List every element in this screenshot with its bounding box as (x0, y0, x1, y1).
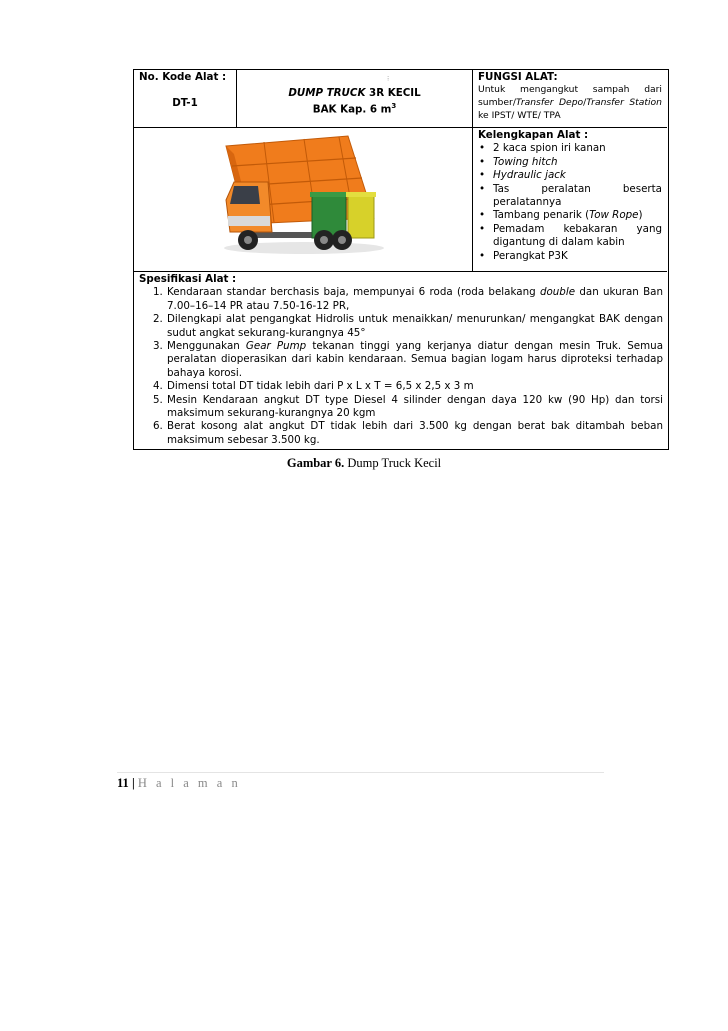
equipment-cell (473, 128, 667, 272)
function-text-b: Transfer Depo (515, 97, 584, 109)
caption-text: Dump Truck Kecil (344, 456, 442, 470)
equipment-item-text: 2 kaca spion iri kanan (493, 142, 606, 155)
equipment-label: Kelengkapan Alat : (478, 129, 589, 141)
specification-label: Spesifikasi Alat : (139, 273, 237, 285)
page-footer (117, 776, 241, 791)
list-item: • Tas peralatan beserta peralatannya (479, 182, 662, 209)
cell-marker: ⁝ (387, 75, 390, 83)
equipment-item-text: Perangkat P3K (493, 249, 568, 262)
list-item: • Perangkat P3K (479, 249, 568, 262)
code-cell (134, 70, 237, 128)
list-item: • Pemadam kebakaran yang digantung di dalam kabin (479, 222, 662, 249)
equipment-list (478, 142, 662, 263)
equipment-item-italic: Tow Rope (589, 209, 639, 222)
function-text-e: ke IPST/ WTE/ TPA (478, 110, 561, 121)
figure-caption (0, 456, 728, 471)
list-item: 1. Kendaraan standar berchasis baja, mempunyai 6 roda (roda belakang double dan ukuran Ban 7.00–16–14 PR atau 7.50-16-12 PR, (153, 286, 663, 312)
equipment-sheet (133, 69, 669, 450)
equipment-item-text: ) (638, 209, 643, 222)
name-cell (237, 70, 473, 128)
sheet-image-row (134, 128, 668, 272)
spec-text: Dilengkapi alat pengangkat Hidrolis untuk menaikkan/ menurunkan/ mengangkat BAK dengan sudut angkat sekurang-kurangnya 45° (167, 313, 663, 339)
list-item: 6. Berat kosong alat angkut DT tidak lebih dari 3.500 kg dengan berat bak ditambah beban maksimum sebesar 3.500 kg. (153, 420, 663, 446)
spec-text: Dimensi total DT tidak lebih dari P x L x T = 6,5 x 2,5 x 3 m (167, 380, 474, 393)
list-item: • 2 kaca spion iri kanan (479, 142, 606, 155)
specification-list (139, 286, 663, 447)
list-item: • Hydraulic jack (479, 169, 566, 182)
spec-text: Mesin Kendaraan angkut DT type Diesel 4 silinder dengan daya 120 kw (90 Hp) dan torsi maksimum sekurang-kurangnya 20 kgm (167, 393, 663, 420)
list-item: 4. Dimensi total DT tidak lebih dari P x L x T = 6,5 x 2,5 x 3 m (153, 380, 474, 393)
truck-image-cell (134, 128, 473, 272)
spec-text: tekanan tinggi yang kerjanya diatur dengan mesin Truk. Semua peralatan dioperasikan dari kabin kendaraan. Semua bagian logam harus diproteksi terhadap bahaya korosi. (167, 340, 664, 379)
equipment-item-text: Towing hitch (493, 155, 558, 168)
equipment-item-text: Tambang penarik ( (493, 209, 590, 222)
list-item: 5. Mesin Kendaraan angkut DT type Diesel 4 silinder dengan daya 120 kw (90 Hp) dan torsi maksimum sekurang-kurangnya 20 kgm (153, 393, 663, 420)
function-cell (473, 70, 667, 128)
spec-text: dan ukuran Ban 7.00–16–14 PR atau 7.50-16-12 PR, (167, 286, 663, 312)
spec-italic: Gear Pump (245, 340, 307, 353)
footer-divider (117, 772, 604, 773)
equipment-name-italic: DUMP TRUCK (288, 87, 366, 99)
spec-italic: double (539, 286, 576, 299)
spec-text: Berat kosong alat angkut DT tidak lebih dari 3.500 kg dengan berat bak ditambah beban maksimum sebesar 3.500 kg. (167, 420, 663, 446)
list-item: • Tambang penarik (Tow Rope) (479, 209, 643, 222)
footer-label: H a l a m a n (137, 776, 241, 790)
list-item: 3. Menggunakan Gear Pump tekanan tinggi yang kerjanya diatur dengan mesin Truk. Semua peralatan dioperasikan dari kabin kendaraan. Semua bagian logam harus diproteksi terhadap bahaya korosi. (153, 340, 664, 379)
function-text-c: / (583, 97, 587, 109)
list-item: 2. Dilengkapi alat pengangkat Hidrolis untuk menaikkan/ menurunkan/ mengangkat BAK dengan sudut angkat sekurang-kurangnya 45° (153, 313, 663, 339)
function-text-a: Untuk mengangkut sampah dari sumber/ (478, 84, 662, 109)
capacity-text: BAK Kap. 6 m (312, 103, 392, 116)
page-number: 11 (117, 776, 129, 790)
footer-separator: | (128, 776, 138, 790)
function-label: FUNGSI ALAT: (478, 71, 558, 83)
equipment-item-text: Tas peralatan beserta peralatannya (493, 182, 662, 209)
capacity-sup: 3 (391, 102, 397, 111)
list-item: • Towing hitch (479, 155, 558, 168)
equipment-name-line2 (241, 100, 468, 117)
dump-truck-image (134, 128, 473, 272)
code-label: No. Kode Alat : (139, 71, 227, 83)
function-text-d: Transfer Station (586, 97, 662, 109)
equipment-name-line1 (241, 87, 468, 100)
equipment-name-rest: 3R KECIL (365, 87, 421, 99)
sheet-header-row (134, 70, 668, 128)
equipment-item-text: Hydraulic jack (493, 169, 566, 182)
equipment-item-text: Pemadam kebakaran yang digantung di dalam kabin (493, 222, 662, 249)
spec-text: Kendaraan standar berchasis baja, mempunyai 6 roda (roda belakang (167, 286, 540, 299)
function-text (478, 84, 662, 122)
spec-text: Menggunakan (167, 340, 246, 353)
specification-cell (134, 272, 668, 449)
caption-label: Gambar 6. (286, 456, 345, 470)
code-value: DT-1 (172, 97, 198, 110)
